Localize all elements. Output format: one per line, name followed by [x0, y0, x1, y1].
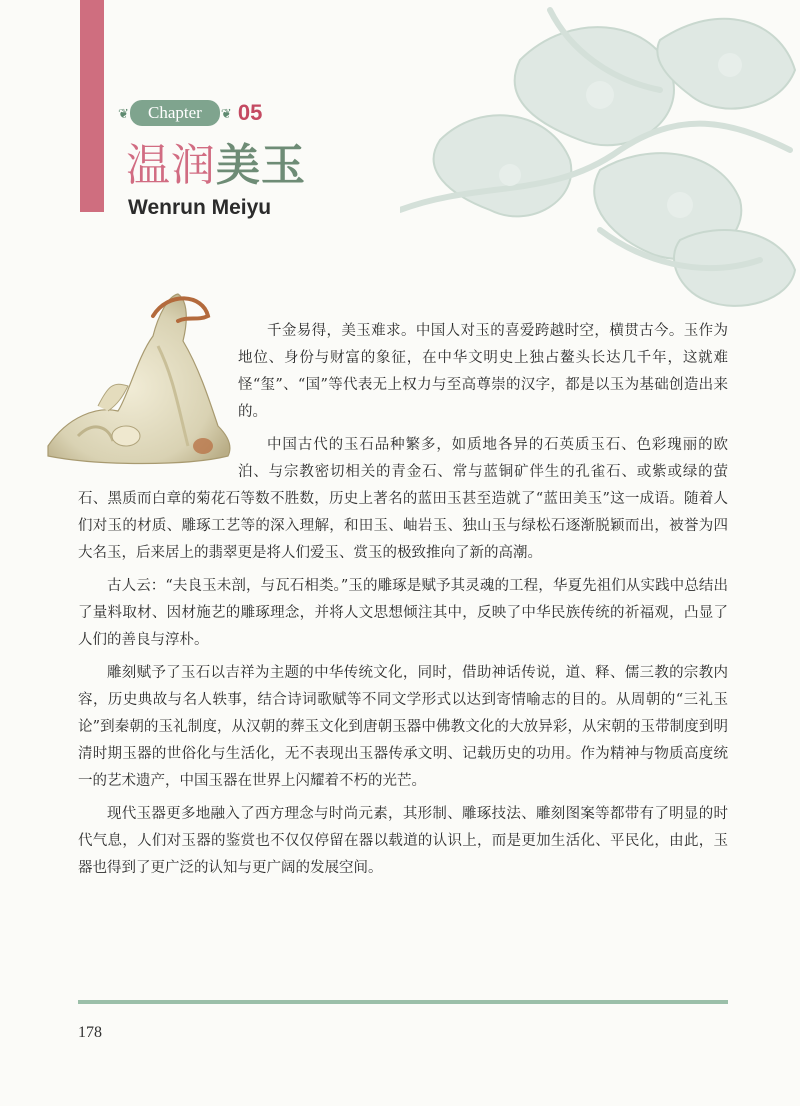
body-text — [78, 318, 728, 888]
chapter-header — [118, 100, 263, 126]
paragraph: 古人云：“夫良玉未剖，与瓦石相类。”玉的雕琢是赋予其灵魂的工程，华夏先祖们从实践中总结出了量料取材、因材施艺的雕琢理念，并将人文思想倾注其中，反映了中华民族传统的祈福观，凸显了人们的善良与淳朴。 — [78, 578, 728, 648]
chapter-number: 05 — [237, 100, 263, 125]
figure-wrap-spacer — [78, 318, 238, 472]
title-part1: 温润 — [126, 140, 216, 191]
footer-rule — [78, 1000, 728, 1004]
paragraph: 千金易得，美玉难求。中国人对玉的喜爱跨越时空，横贯古今。玉作为地位、身份与财富的象征，在中华文明史上独占鳌头长达几千年，这就难怪“玺”、“国”等代表无上权力与至高尊崇的汉字，都是以玉为基础创造出来的。 — [238, 323, 728, 420]
leaf-ornament-icon: ❦ — [220, 106, 232, 121]
page-title — [126, 138, 306, 194]
accent-bar — [80, 0, 104, 212]
paragraph: 中国古代的玉石品种繁多，如质地各异的石英质玉石、色彩瑰丽的欧泊、与宗教密切相关的青金石、常与蓝铜矿伴生的孔雀石、或紫或绿的萤石、黑质而白章的菊花石等数不胜数，历史上著名的蓝田玉甚至造就了“蓝田美玉”这一成语。随着人们对玉的材质、雕琢工艺等的深入理解，和田玉、岫岩玉、独山玉与绿松石逐渐脱颖而出，被誉为四大名玉，后来居上的翡翠更是将人们爱玉、赏玉的极致推向了新的高潮。 — [78, 437, 728, 561]
page-number: 178 — [78, 1024, 102, 1041]
leaf-ornament-icon: ❦ — [118, 106, 129, 121]
floral-pattern-icon — [400, 0, 800, 320]
paragraph: 雕刻赋予了玉石以吉祥为主题的中华传统文化，同时，借助神话传说，道、释、儒三教的宗教内容，历史典故与名人轶事，结合诗词歌赋等不同文学形式以达到寄情喻志的目的。从周朝的“三礼玉论”到秦朝的玉礼制度，从汉朝的葬玉文化到唐朝玉器中佛教文化的大放异彩，从宋朝的玉带制度到明清时期玉器的世俗化与生活化，无不表现出玉器传承文明、记载历史的功用。作为精神与物质高度统一的艺术遗产，中国玉器在世界上闪耀着不朽的光芒。 — [78, 665, 728, 789]
title-pinyin: Wenrun Meiyu — [128, 196, 272, 219]
title-part2: 美玉 — [216, 140, 306, 191]
paragraph: 现代玉器更多地融入了西方理念与时尚元素，其形制、雕琢技法、雕刻图案等都带有了明显的时代气息，人们对玉器的鉴赏也不仅仅停留在器以载道的认识上，而是更加生活化、平民化，由此，玉器也得到了更广泛的认知与更广阔的发展空间。 — [78, 806, 728, 876]
chapter-label: Chapter — [148, 103, 202, 122]
chapter-badge — [118, 100, 232, 126]
